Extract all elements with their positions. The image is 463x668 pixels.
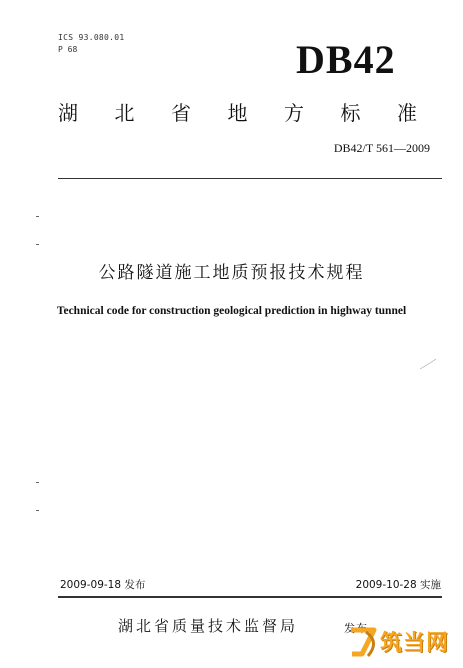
ccs-code: P 68: [58, 45, 78, 54]
bottom-divider: [58, 596, 442, 598]
top-divider: [58, 178, 442, 179]
title-chinese: 公路隧道施工地质预报技术规程: [98, 263, 365, 283]
watermark: [346, 622, 462, 662]
watermark-text: 筑当网: [380, 631, 450, 656]
title-english: Technical code for construction geological prediction in highway tunnel: [56, 305, 407, 317]
db42-logo: DB42: [296, 37, 396, 82]
issuing-authority-suffix: 发布: [344, 622, 368, 635]
margin-tick: [36, 482, 39, 483]
standard-kind: 湖北省地方标准: [58, 101, 454, 125]
implement-date: 2009-10-28 实施: [355, 579, 441, 591]
scan-mark: [418, 357, 438, 371]
margin-tick: [36, 216, 39, 217]
issue-date: 2009-09-18 发布: [60, 579, 146, 591]
zhudang-logo-icon: [348, 624, 382, 660]
issuing-authority: 湖北省质量技术监督局: [118, 617, 299, 635]
standard-number: DB42/T 561—2009: [333, 141, 430, 155]
ics-code: ICS 93.080.01: [58, 33, 125, 42]
margin-tick: [36, 510, 39, 511]
margin-tick: [36, 244, 39, 245]
